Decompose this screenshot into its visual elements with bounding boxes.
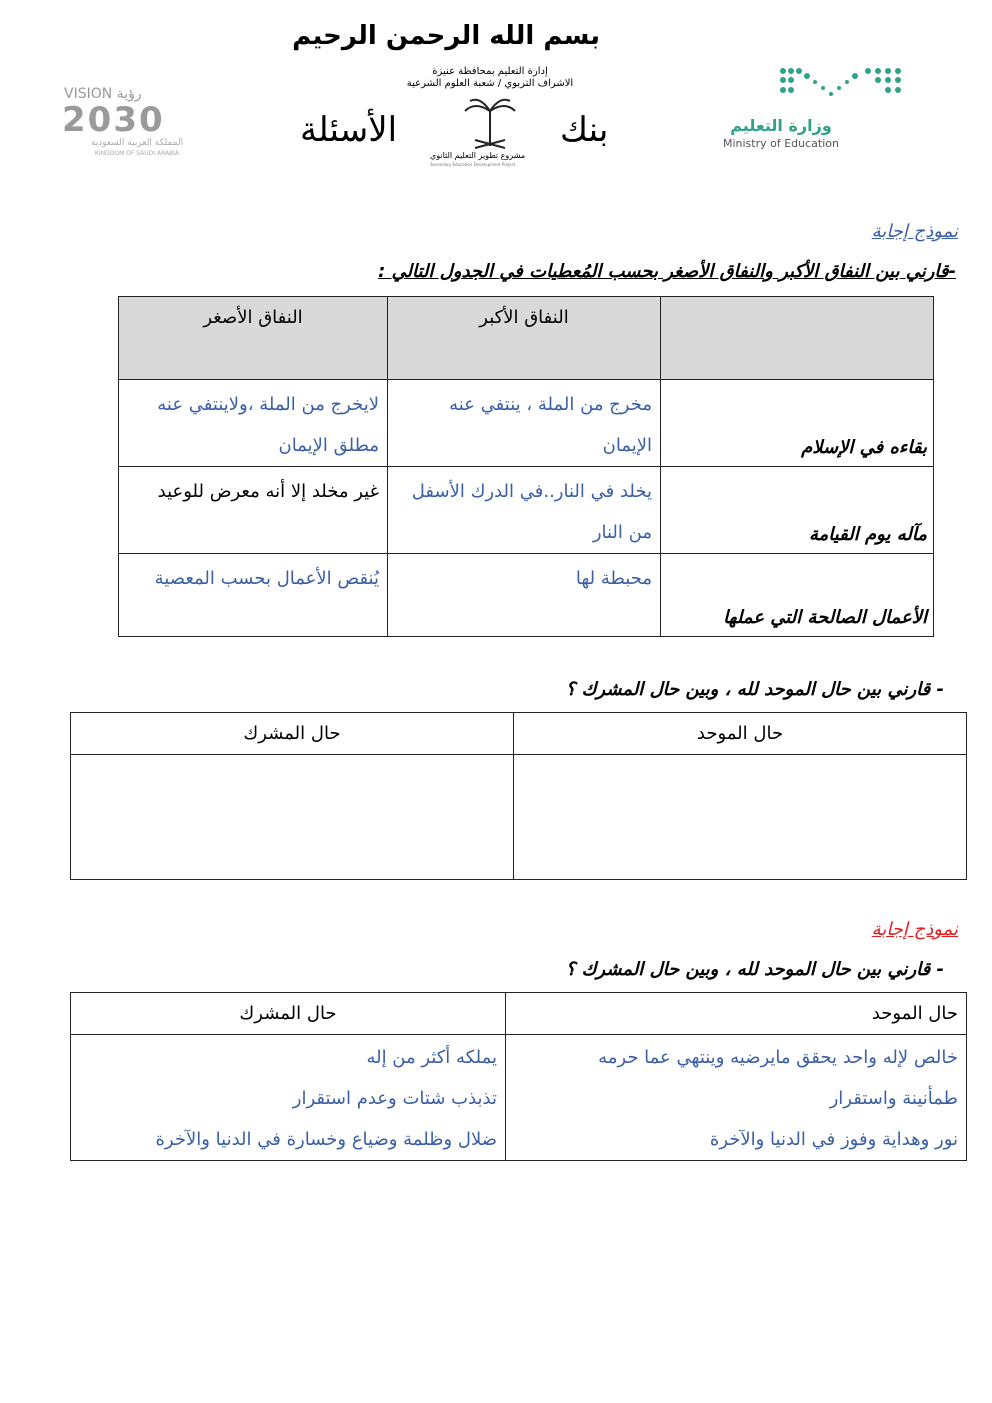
header-major bbox=[388, 297, 661, 380]
comparison-table-answer bbox=[70, 992, 967, 1161]
minor-cell: لايخرج من الملة ،ولاينتفي عنه مطلق الإيمان bbox=[119, 380, 388, 467]
header-mushrik: حال المشرك bbox=[71, 713, 514, 755]
muwahhid-cell bbox=[506, 1035, 967, 1161]
mushrik-item: يملكه أكثر من إله bbox=[366, 1047, 497, 1068]
question-3: - قارني بين حال الموحد لله ، وبين حال المشرك ؟ bbox=[565, 959, 944, 980]
row-label bbox=[661, 554, 934, 637]
minor-cell: يُنقص الأعمال بحسب المعصية bbox=[119, 554, 388, 637]
header-major-text: النفاق الأكبر bbox=[479, 307, 569, 328]
major-cell: مخرج من الملة ، ينتفي عنه الإيمان bbox=[388, 380, 661, 467]
muwahhid-item: طمأنينة واستقرار bbox=[829, 1088, 958, 1109]
vision-kingdom-en: KINGDOM OF SAUDI ARABIA bbox=[94, 150, 180, 157]
mushrik-item: ضلال وظلمة وضياع وخسارة في الدنيا والآخرة bbox=[155, 1129, 497, 1150]
comparison-table-empty bbox=[70, 712, 967, 880]
project-name-en: Secondary Education Development Project bbox=[430, 162, 516, 167]
table-row bbox=[119, 554, 934, 637]
question-1: -قارني بين النفاق الأكبر والنفاق الأصغر بحسب المُعطيات في الجدول التالي : bbox=[378, 261, 956, 282]
minor-cell: غير مخلد إلا أنه معرض للوعيد bbox=[119, 467, 388, 554]
row-label bbox=[661, 467, 934, 554]
dept-line-1: إدارة التعليم بمحافظة عنيزة bbox=[432, 66, 548, 77]
row-label-text: مآله يوم القيامة bbox=[808, 524, 927, 545]
question-2: - قارني بين حال الموحد لله ، وبين حال المشرك ؟ bbox=[565, 679, 944, 700]
muwahhid-cell[interactable] bbox=[514, 755, 967, 880]
bank-word-2: الأسئلة bbox=[300, 110, 398, 150]
vision-year: 2030 bbox=[62, 100, 165, 140]
bank-word-1: بنك bbox=[560, 110, 609, 150]
header-minor-text: النفاق الأصغر bbox=[203, 307, 303, 328]
dept-line-2: الاشراف التربوي / شعبة العلوم الشرعية bbox=[406, 78, 574, 89]
vision-en: VISION bbox=[64, 86, 113, 102]
basmala: بسم الله الرحمن الرحيم bbox=[292, 21, 600, 51]
table-row bbox=[71, 755, 967, 880]
table-header-row bbox=[119, 297, 934, 380]
department-info bbox=[380, 66, 600, 90]
header-mushrik: حال المشرك bbox=[71, 993, 506, 1035]
muwahhid-item: خالص لإله واحد يحقق مايرضيه وينتهي عما حرمه bbox=[598, 1047, 958, 1068]
row-label-text: بقاءه في الإسلام bbox=[801, 437, 927, 458]
table-header-row bbox=[71, 713, 967, 755]
palm-logo-icon bbox=[460, 96, 520, 150]
moe-arabic: وزارة التعليم bbox=[730, 116, 832, 135]
table-row bbox=[119, 467, 934, 554]
table-row bbox=[119, 380, 934, 467]
answer-model-label: نموذج إجابة bbox=[871, 221, 958, 242]
major-cell: محبطة لها bbox=[388, 554, 661, 637]
row-label bbox=[661, 380, 934, 467]
mushrik-item: تذبذب شتات وعدم استقرار bbox=[292, 1088, 497, 1109]
vision-kingdom-ar: المملكة العربية السعودية bbox=[90, 138, 184, 148]
table-row bbox=[71, 1035, 967, 1161]
vision-ar: رؤية bbox=[116, 86, 142, 102]
header-minor bbox=[119, 297, 388, 380]
table-header-row bbox=[71, 993, 967, 1035]
mushrik-cell[interactable] bbox=[71, 755, 514, 880]
nifaq-comparison-table bbox=[118, 296, 934, 637]
project-name: مشروع تطوير التعليم الثانوي bbox=[430, 151, 526, 160]
major-cell: يخلد في النار..في الدرك الأسفل من النار bbox=[388, 467, 661, 554]
mushrik-cell bbox=[71, 1035, 506, 1161]
moe-dots-icon bbox=[778, 66, 908, 104]
header-empty bbox=[661, 297, 934, 380]
muwahhid-item: نور وهداية وفوز في الدنيا والآخرة bbox=[709, 1129, 958, 1150]
header-muwahhid: حال الموحد bbox=[506, 993, 967, 1035]
moe-english: Ministry of Education bbox=[722, 137, 839, 150]
header-muwahhid: حال الموحد bbox=[514, 713, 967, 755]
answer-model-label-2: نموذج إجابة bbox=[871, 919, 958, 940]
row-label-text: الأعمال الصالحة التي عملها bbox=[723, 607, 927, 628]
